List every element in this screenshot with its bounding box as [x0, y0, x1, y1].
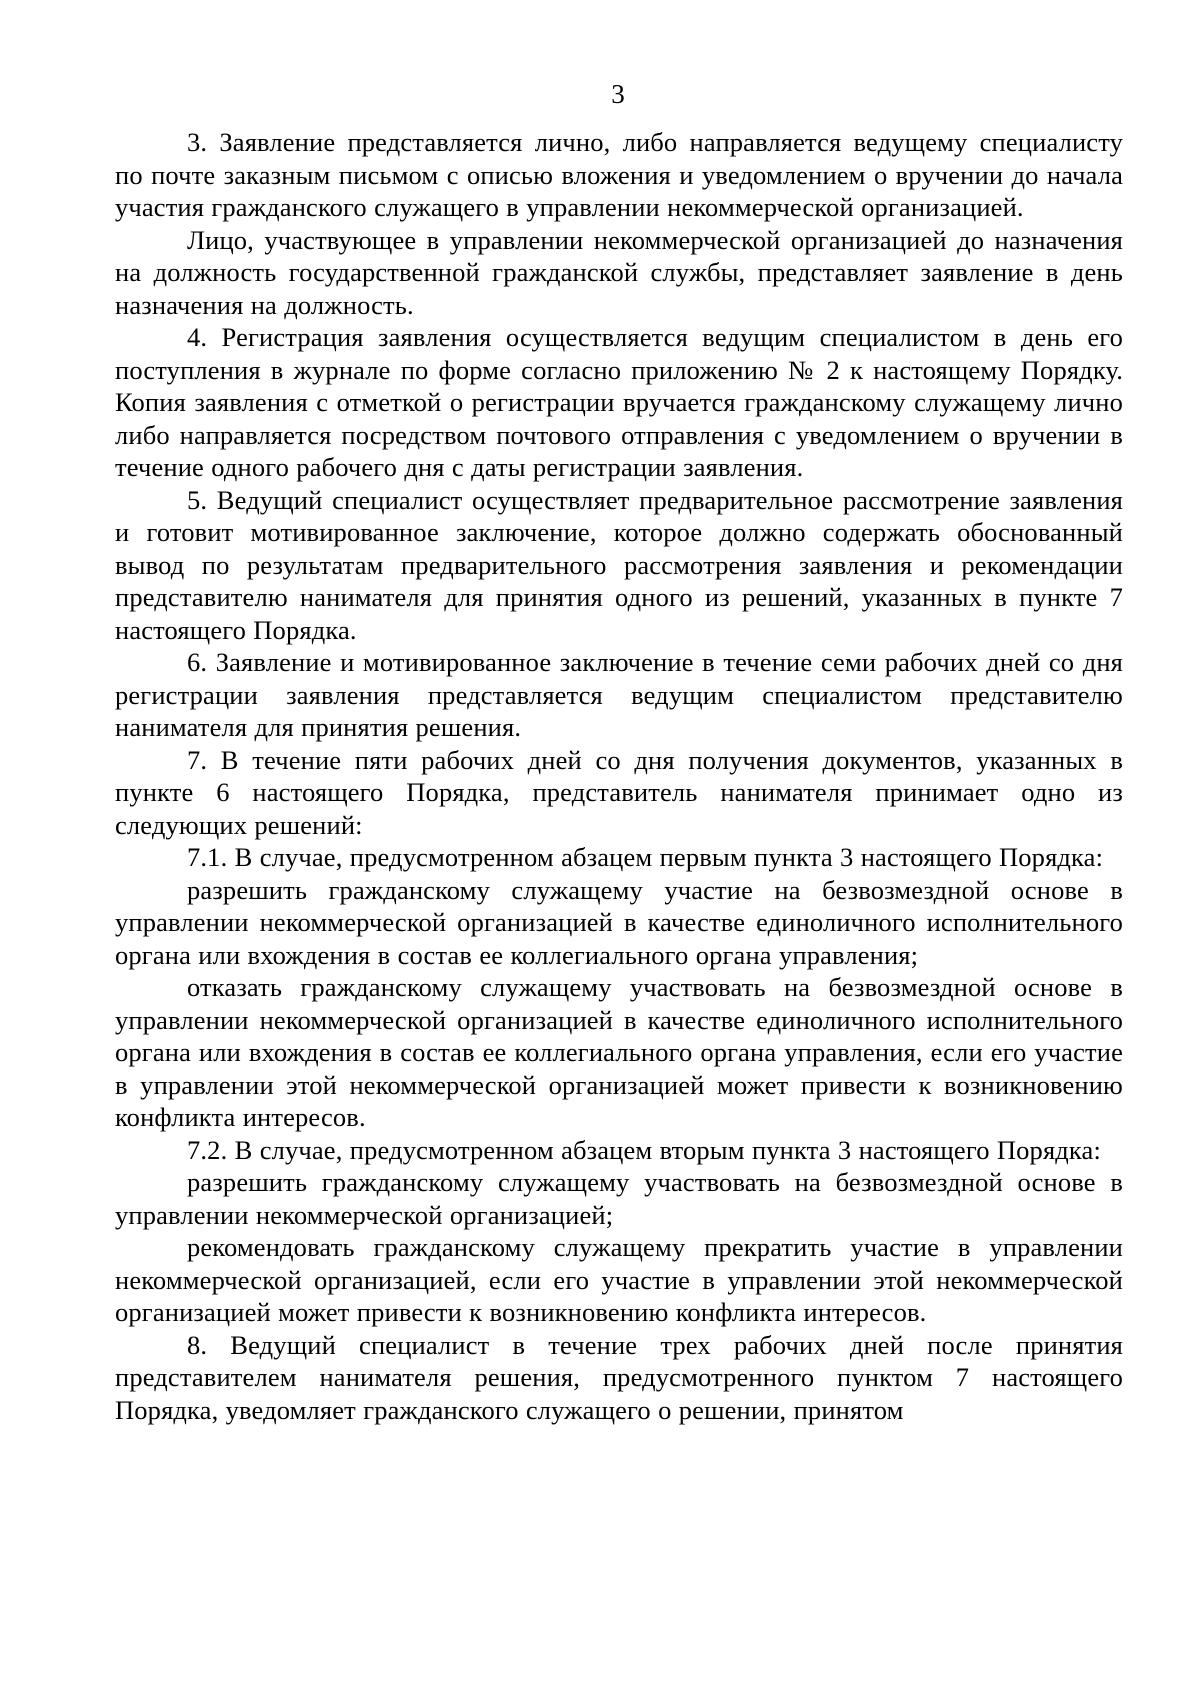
paragraph-5: 5. Ведущий специалист осуществляет предварительное рассмотрение заявления и готовит мотивированное заключение, которое должно содержать обоснованный вывод по результатам предварительного рассмотрения заявления и рекомендации представителю нанимателя для принятия одного из решений, указанных в пункте 7 настоящего Порядка. — [115, 484, 1123, 645]
paragraph-7-2-recommend: рекомендовать гражданскому служащему прекратить участие в управлении некоммерческой организацией, если его участие в управлении этой некоммерческой организацией может привести к возникновению конфликта интересов. — [115, 1232, 1123, 1327]
paragraph-7: 7. В течение пяти рабочих дней со дня получения документов, указанных в пункте 6 настоящего Порядка, представитель нанимателя принимает одно из следующих решений: — [115, 744, 1123, 840]
document-body — [115, 126, 1123, 1426]
paragraph-8: 8. Ведущий специалист в течение трех рабочих дней после принятия представителем нанимателя решения, предусмотренного пунктом 7 настоящего Порядка, уведомляет гражданского служащего о решении, принятом — [115, 1329, 1123, 1425]
paragraph-7-1-permit: разрешить гражданскому служащему участие на безвозмездной основе в управлении некоммерческой организацией в качестве единоличного исполнительного органа или вхождения в состав ее коллегиального органа управления; — [115, 874, 1123, 970]
paragraph-7-1-refuse: отказать гражданскому служащему участвовать на безвозмездной основе в управлении некоммерческой организацией в качестве единоличного исполнительного органа или вхождения в состав ее коллегиального органа управления, если его участие в управлении этой некоммерческой организацией может привести к возникновению конфликта интересов. — [115, 972, 1123, 1132]
page-number: 3 — [611, 79, 625, 109]
paragraph-7-2-permit: разрешить гражданскому служащему участвовать на безвозмездной основе в управлении некоммерческой организацией; — [115, 1167, 1123, 1230]
paragraph-7-2: 7.2. В случае, предусмотренном абзацем вторым пункта 3 настоящего Порядка: — [187, 1134, 1101, 1165]
paragraph-4: 4. Регистрация заявления осуществляется ведущим специалистом в день его поступления в журнале по форме согласно приложению № 2 к настоящему Порядку. Копия заявления с отметкой о регистрации вручается гражданскому служащему лично либо направляется посредством почтового отправления с уведомлением о вручении в течение одного рабочего дня с даты регистрации заявления. — [115, 322, 1123, 482]
paragraph-6: 6. Заявление и мотивированное заключение в течение семи рабочих дней со дня регистрации заявления представляется ведущим специалистом представителю нанимателя для принятия решения. — [115, 647, 1123, 742]
paragraph-3: 3. Заявление представляется лично, либо направляется ведущему специалисту по почте заказным письмом с описью вложения и уведомлением о вручении до начала участия гражданского служащего в управлении некоммерческой организацией. — [115, 127, 1123, 222]
paragraph-7-1: 7.1. В случае, предусмотренном абзацем первым пункта 3 настоящего Порядка: — [187, 842, 1104, 872]
paragraph-3-second: Лицо, участвующее в управлении некоммерческой организацией до назначения на должность государственной гражданской службы, представляет заявление в день назначения на должность. — [115, 224, 1123, 320]
